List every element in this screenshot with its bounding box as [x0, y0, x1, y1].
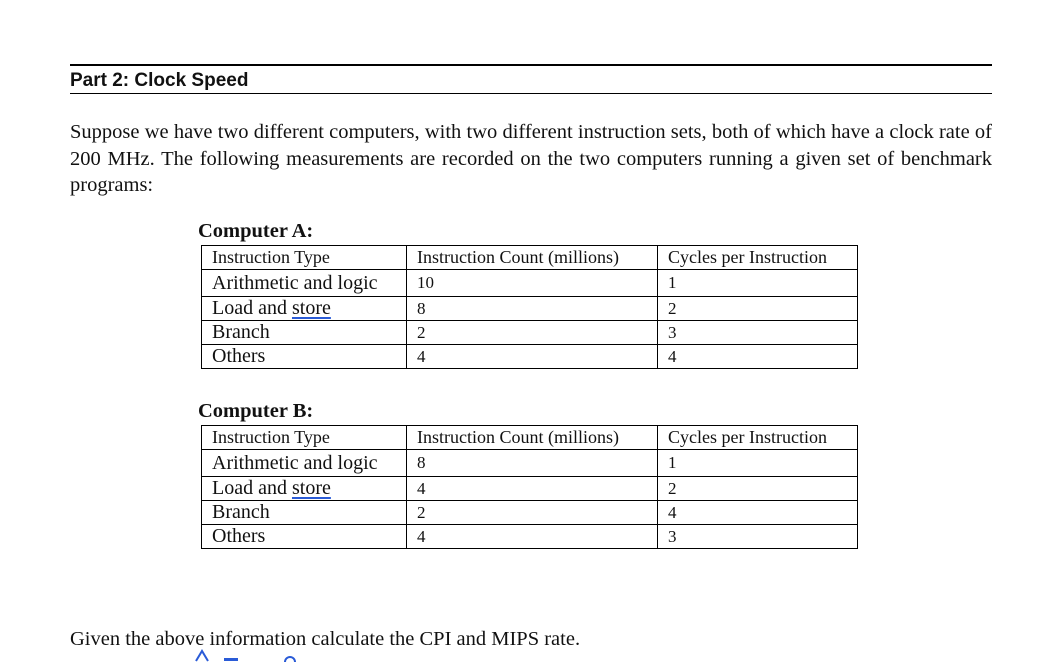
count-cell: 2	[407, 321, 658, 345]
spellcheck-underlined-word: store	[291, 297, 331, 319]
count-cell: 2	[407, 501, 658, 525]
spellcheck-underlined-word: store	[291, 477, 331, 499]
part-title: Part 2: Clock Speed	[70, 70, 249, 91]
computer-a-title: Computer A:	[198, 220, 314, 242]
cpi-cell: 1	[658, 450, 858, 477]
table-row	[202, 477, 858, 501]
table-row	[202, 321, 858, 345]
table-row	[202, 297, 858, 321]
header-cell: Instruction Count (millions)	[407, 426, 658, 450]
count-cell: 10	[407, 270, 658, 297]
type-cell: Branch	[202, 321, 407, 345]
cpi-cell: 2	[658, 477, 858, 501]
cpi-cell: 4	[658, 345, 858, 369]
question-text: Given the above information calculate the CPI and MIPS rate.	[70, 628, 581, 650]
header-cell: Instruction Type	[202, 426, 407, 450]
count-cell: 4	[407, 525, 658, 549]
type-cell: Others	[202, 345, 407, 369]
cpi-cell: 3	[658, 525, 858, 549]
count-cell: 8	[407, 297, 658, 321]
type-cell: Load and store	[202, 297, 407, 321]
table-row	[202, 345, 858, 369]
cpi-cell: 1	[658, 270, 858, 297]
type-cell: Others	[202, 525, 407, 549]
computer-b-title: Computer B:	[198, 400, 314, 422]
part-header	[70, 64, 992, 94]
table-header-row	[202, 426, 858, 450]
floating-toolbar-icon[interactable]	[192, 648, 312, 662]
type-cell: Arithmetic and logic	[202, 450, 407, 477]
computer-a-table	[201, 245, 858, 369]
intro-paragraph: Suppose we have two different computers, with two different instruction sets, both of which have a clock rate of 200 MHz. The following measurements are recorded on the two computers running a given set of benchmark programs:	[70, 121, 992, 196]
header-cell: Instruction Count (millions)	[407, 246, 658, 270]
type-cell: Branch	[202, 501, 407, 525]
type-cell: Load and store	[202, 477, 407, 501]
header-cell: Instruction Type	[202, 246, 407, 270]
type-cell: Arithmetic and logic	[202, 270, 407, 297]
header-cell: Cycles per Instruction	[658, 426, 858, 450]
header-cell: Cycles per Instruction	[658, 246, 858, 270]
count-cell: 4	[407, 345, 658, 369]
computer-b-table	[201, 425, 858, 549]
cpi-cell: 3	[658, 321, 858, 345]
count-cell: 8	[407, 450, 658, 477]
cpi-cell: 2	[658, 297, 858, 321]
cpi-cell: 4	[658, 501, 858, 525]
table-row	[202, 501, 858, 525]
table-row	[202, 270, 858, 297]
table-row	[202, 525, 858, 549]
count-cell: 4	[407, 477, 658, 501]
table-header-row	[202, 246, 858, 270]
table-row	[202, 450, 858, 477]
